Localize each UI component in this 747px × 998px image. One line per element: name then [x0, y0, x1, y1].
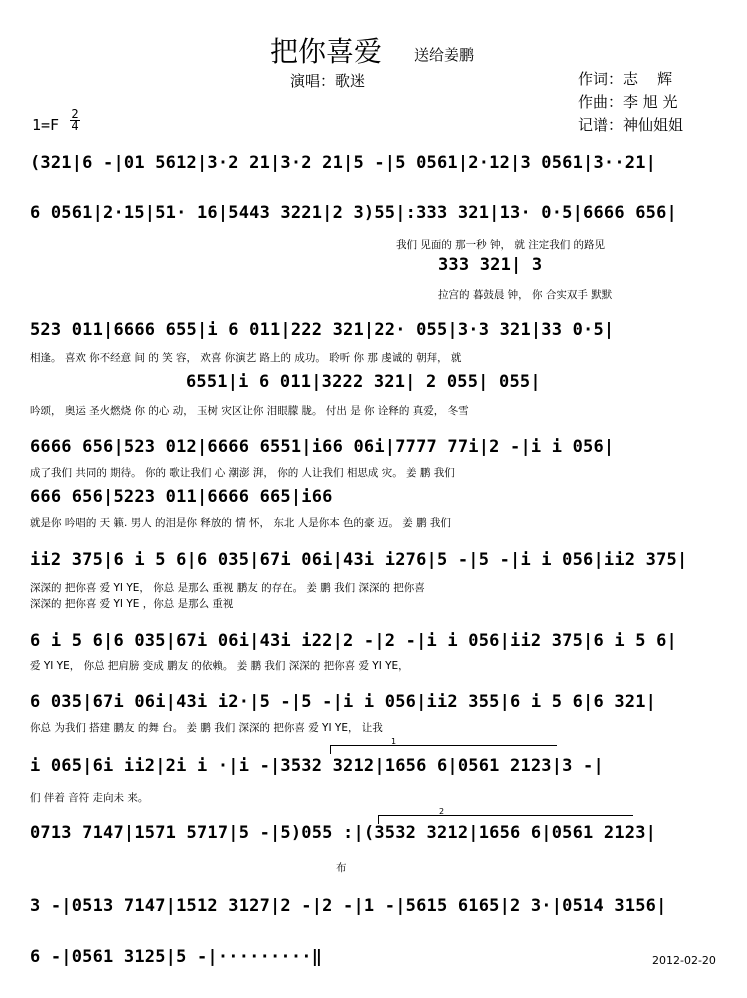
lyric-line-4: 成了我们 共同的 期待。 你的 歌让我们 心 潮澎 湃， 你的 人让我们 相思成 灾。 姜 鹏 我们 [30, 467, 455, 479]
score-line-4: 6666 656|523 012|6666 6551|i66 06i|7777 77i|2 -|i i 056| [30, 437, 615, 457]
score-line-5: ii2 375|6 i 5 6|6 035|67i 06i|43i i276|5 -|5 -|i i 056|ii2 375| [30, 550, 688, 570]
volta-1-number: 1 [391, 737, 397, 746]
score-line-3b: 6551|i 6 011|3222 321| 2 055| 055| [186, 372, 541, 392]
lyric-line-6: 爱 YI YE， 你总 把肩膀 变成 鹏友 的依赖。 姜 鹏 我们 深深的 把你喜 爱 YI YE， [30, 660, 409, 672]
volta-2-number: 2 [439, 807, 445, 816]
score-line-6: 6 i 5 6|6 035|67i 06i|43i i22|2 -|2 -|i i 056|ii2 375|6 i 5 6| [30, 631, 677, 651]
score-line-10: 3 -|0513 7147|1512 3127|2 -|2 -|1 -|5615 6165|2 3·|0514 3156| [30, 896, 667, 916]
lyric-line-7: 你总 为我们 搭建 鹏友 的舞 台。 姜 鹏 我们 深深的 把你喜 爱 YI YE， 让我 [30, 722, 383, 734]
lyric-line-2: 我们 见面的 那一秒 钟， 就 注定我们 的路见 [396, 239, 606, 251]
score-line-9: 0713 7147|1571 5717|5 -|5)055 :|(3532 3212|1656 6|0561 2123| [30, 823, 657, 843]
score-line-11: 6 -|0561 3125|5 -|·········‖ [30, 947, 323, 967]
transcription-date: 2012-02-20 [652, 954, 716, 967]
key-signature: 1=F [32, 116, 60, 134]
lyric-line-9: 布 [336, 862, 347, 874]
lyric-line-2b: 拉宫的 暮鼓晨 钟， 你 合实双手 默默 [438, 289, 613, 301]
score-line-1: (321|6 -|01 5612|3·2 21|3·2 21|5 -|5 0561|2·12|3 0561|3··21| [30, 153, 657, 173]
lyric-line-5: 深深的 把你喜 爱 YI YE， 你总 是那么 重视 鹏友 的存在。 姜 鹏 我们 深深的 把你喜 [30, 582, 425, 594]
score-line-7: 6 035|67i 06i|43i i2·|5 -|5 -|i i 056|ii2 355|6 i 5 6|6 321| [30, 692, 657, 712]
score-line-2: 6 0561|2·15|51· 16|5443 3221|2 3)55|:333 321|13· 0·5|6666 656| [30, 203, 677, 223]
lyric-line-3b: 吟颂， 奥运 圣火燃烧 你 的心 动， 玉树 灾区让你 泪眼朦 胧。 付出 是 你 诠释的 真爱， 冬雪 [30, 405, 469, 417]
credits-block [578, 68, 683, 137]
time-numerator: 2 [71, 107, 79, 121]
song-subtitle: 送给姜鹏 [414, 46, 475, 64]
lyric-line-3: 相逢。 喜欢 你不经意 间 的 笑 容， 欢喜 你演艺 路上的 成功。 聆听 你 那 虔诚的 朝拜， 就 [30, 352, 462, 364]
composer-credit: 作曲：李 旭 光 [578, 93, 678, 111]
singer-credit: 演唱：歌迷 [290, 72, 366, 90]
lyric-line-5b: 深深的 把你喜 爱 YI YE ，你总 是那么 重视 [30, 598, 234, 610]
song-title: 把你喜爱 [270, 35, 383, 68]
score-line-8: i 065|6i ii2|2i i ·|i -|3532 3212|1656 6|0561 2123|3 -| [30, 756, 604, 776]
transcriber-credit: 记谱：神仙姐姐 [578, 116, 684, 134]
lyric-line-8: 们 伴着 音符 走向未 来。 [30, 792, 149, 804]
score-line-3: 523 011|6666 655|i 6 011|222 321|22· 055|3·3 321|33 0·5| [30, 320, 615, 340]
score-line-4b: 666 656|5223 011|6666 665|i66 [30, 487, 333, 507]
lyricist-credit: 作词：志 辉 [578, 70, 673, 88]
time-denominator: 4 [71, 119, 79, 133]
score-line-2b: 333 321| 3 [438, 255, 543, 275]
time-signature [70, 109, 80, 132]
lyric-line-4b: 就是你 吟唱的 天 籁. 男人 的泪是你 释放的 情 怀， 东北 人是你本 色的豪 迈。 姜 鹏 我们 [30, 517, 451, 529]
volta-bracket-1 [330, 737, 557, 754]
